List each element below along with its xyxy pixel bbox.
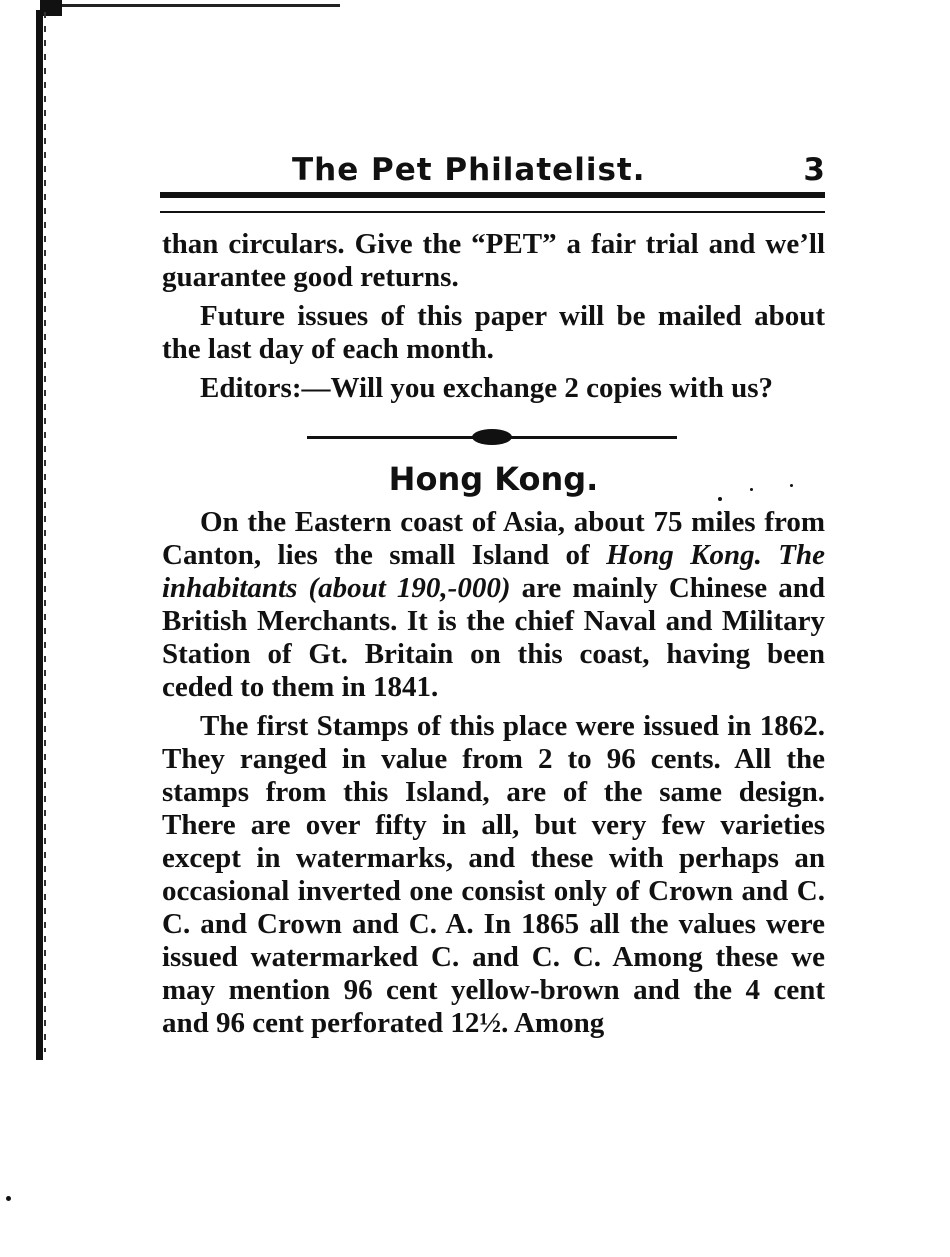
article-paragraph-1: [162, 506, 825, 704]
text-column: [162, 228, 825, 1046]
section-divider-ornament: [307, 423, 677, 453]
scan-edge-rule: [40, 4, 340, 7]
intro-paragraph-3: Editors:—Will you exchange 2 copies with us?: [200, 372, 774, 404]
article-paragraph-1-start: On the Eastern coast of Asia, about 75 miles from Canton, lies the small Island of: [162, 506, 825, 571]
page-binding-shadow: [44, 12, 46, 1052]
scan-speck: [6, 1196, 11, 1201]
intro-paragraph-2: Future issues of this paper will be mailed about the last day of each month.: [162, 300, 825, 365]
page-binding-edge: [36, 10, 43, 1060]
divider-center-ornament: [472, 429, 512, 445]
article-title: Hong Kong.: [388, 460, 599, 498]
header-rule-thin: [160, 211, 825, 213]
article-paragraph-1-italic: Hong Kong. The inhabitants (about 190,-000): [162, 539, 825, 604]
publication-title: The Pet Philatelist.: [292, 152, 646, 188]
header-rule-thick: [160, 192, 825, 198]
running-header: [162, 152, 825, 192]
intro-paragraph-1: than circulars. Give the “PET” a fair trial and we’ll guarantee good returns.: [162, 228, 825, 293]
page-number: 3: [803, 152, 825, 188]
article-paragraph-1-end: are mainly Chinese and British Merchants. It is the chief Naval and Military Station of Gt. Britain on this coast, having been ceded to them in 1841.: [162, 572, 825, 703]
article-paragraph-2: The first Stamps of this place were issued in 1862. They ranged in value from 2 to 96 cents. All the stamps from this Island, are of the same design. There are over fifty in all, but very few varieties except in watermarks, and these with perhaps an occasional inverted one consist only of Crown and C. C. and Crown and C. A. In 1865 all the values were issued watermarked C. and C. C. Among these we may mention 96 cent yellow-brown and the 4 cent and 96 cent perforated 12½. Among: [162, 710, 825, 1039]
